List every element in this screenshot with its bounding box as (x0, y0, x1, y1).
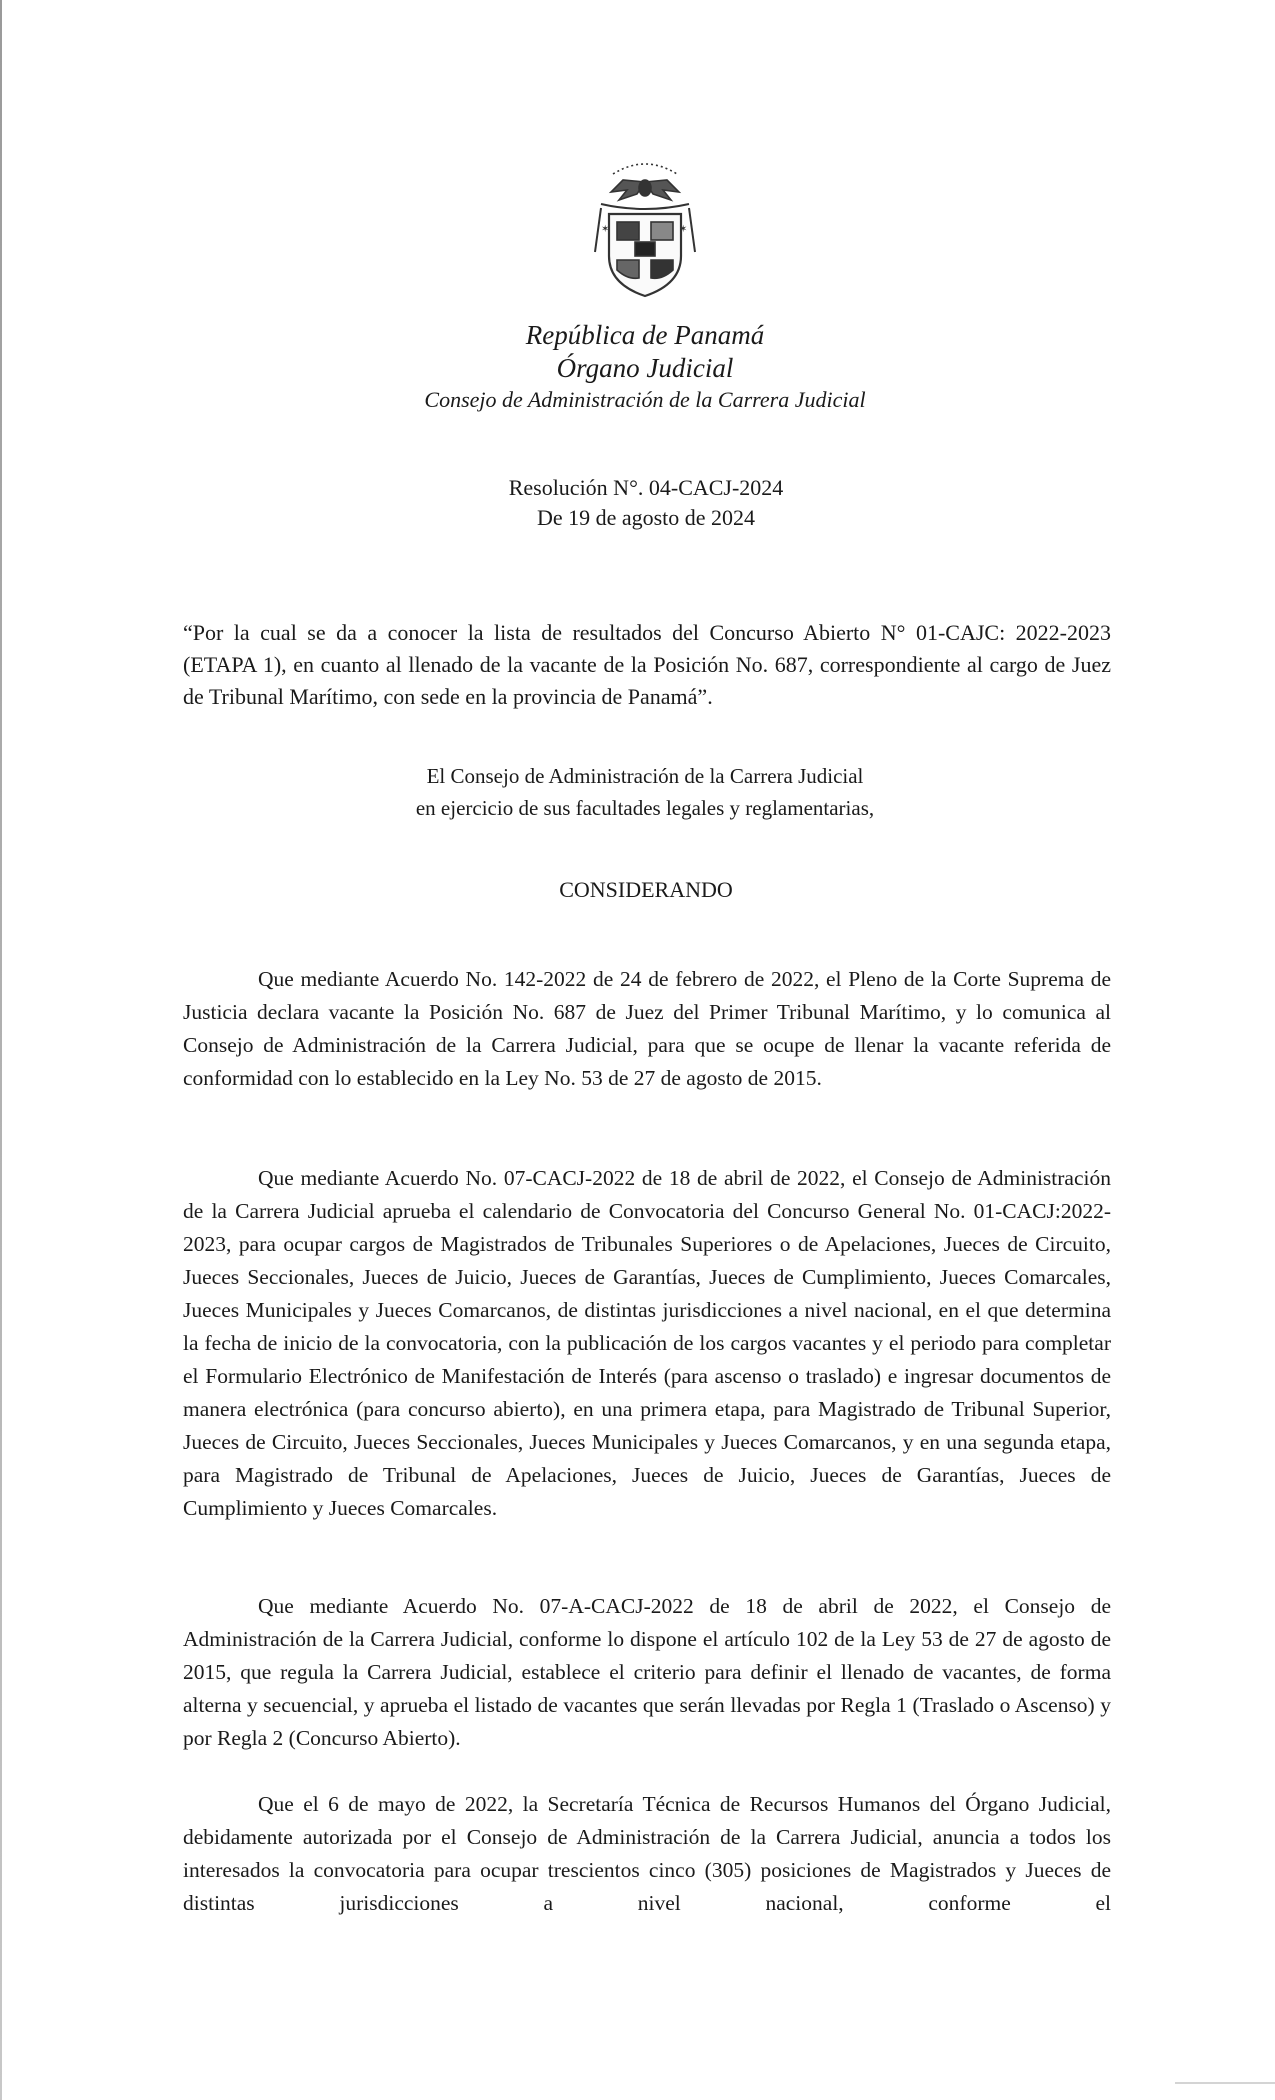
resolution-date: De 19 de agosto de 2024 (536, 505, 756, 530)
paragraph-2: Que mediante Acuerdo No. 07-CACJ-2022 de 18 de abril de 2022, el Consejo de Administración de la Carrera Judicial aprueba el calendario de Convocatoria del Concurso General No. 01-CACJ:2022-2023, para ocupar cargos de Magistrados de Tribunales Superiores o de Apelaciones, Jueces de Circuito, Jueces Seccionales, Jueces de Juicio, Jueces de Garantías, Jueces de Cumplimiento, Jueces Comarcales, Jueces Municipales y Jueces Comarcanos, de distintas jurisdicciones a nivel nacional, en el que determina la fecha de inicio de la convocatoria, con la publicación de los cargos vacantes y el periodo para completar el Formulario Electrónico de Manifestación de Interés (para ascenso o traslado) e ingresar documentos de manera electrónica (para concurso abierto), en una primera etapa, para Magistrado de Tribunal Superior, Jueces de Circuito, Jueces Seccionales, Jueces Municipales y Jueces Comarcanos, y en una segunda etapa, para Magistrado de Tribunal de Apelaciones, Jueces de Juicio, Jueces de Garantías, Jueces de Cumplimiento y Jueces Comarcales. (183, 1166, 1111, 1520)
scan-edge (0, 0, 2, 2100)
resolution-number: Resolución N°. 04-CACJ-2024 (508, 475, 784, 500)
paragraph-4: Que el 6 de mayo de 2022, la Secretaría Técnica de Recursos Humanos del Órgano Judicial, debidamente autorizada por el Consejo de Administración de la Carrera Judicial, anuncia a todos los interesados la convocatoria para ocupar trescientos cinco (305) posiciones de Magistrados y Jueces de distintas jurisdicciones a nivel nacional, conforme el (183, 1792, 1111, 1915)
header-council: Consejo de Administración de la Carrera Judicial (424, 387, 866, 412)
paragraph-3: Que mediante Acuerdo No. 07-A-CACJ-2022 de 18 de abril de 2022, el Consejo de Administración de la Carrera Judicial, conforme lo dispone el artículo 102 de la Ley 53 de 27 de agosto de 2015, que regula la Carrera Judicial, establece el criterio para definir el llenado de vacantes, de forma alterna y secuencial, y aprueba el listado de vacantes que serán llevadas por Regla 1 (Traslado o Ascenso) y por Regla 2 (Concurso Abierto). (183, 1594, 1111, 1750)
intro-line-1: El Consejo de Administración de la Carrera Judicial (426, 764, 864, 788)
resolution-title: “Por la cual se da a conocer la lista de resultados del Concurso Abierto N° 01-CAJC: 2022-2023 (ETAPA 1), en cuanto al llenado de la vacante de la Posición No. 687, correspondiente al cargo de Juez de Tribunal Marítimo, con sede en la provincia de Panamá”. (183, 620, 1111, 709)
svg-text:✶: ✶ (679, 224, 688, 235)
intro-block (0, 760, 1275, 824)
intro-line-2: en ejercicio de sus facultades legales y reglamentarias, (415, 796, 875, 820)
scan-mark (1175, 2082, 1275, 2084)
coat-of-arms-seal (583, 152, 707, 302)
section-heading: CONSIDERANDO (559, 877, 733, 902)
paragraph-1: Que mediante Acuerdo No. 142-2022 de 24 de febrero de 2022, el Pleno de la Corte Suprema de Justicia declara vacante la Posición No. 687 de Juez del Primer Tribunal Marítimo, y lo comunica al Consejo de Administración de la Carrera Judicial, para que se ocupe de llenar la vacante referida de conformidad con lo establecido en la Ley No. 53 de 27 de agosto de 2015. (183, 967, 1111, 1090)
header-organ: Órgano Judicial (556, 353, 734, 383)
header-republic: República de Panamá (525, 320, 765, 350)
svg-text:✶: ✶ (601, 224, 610, 235)
